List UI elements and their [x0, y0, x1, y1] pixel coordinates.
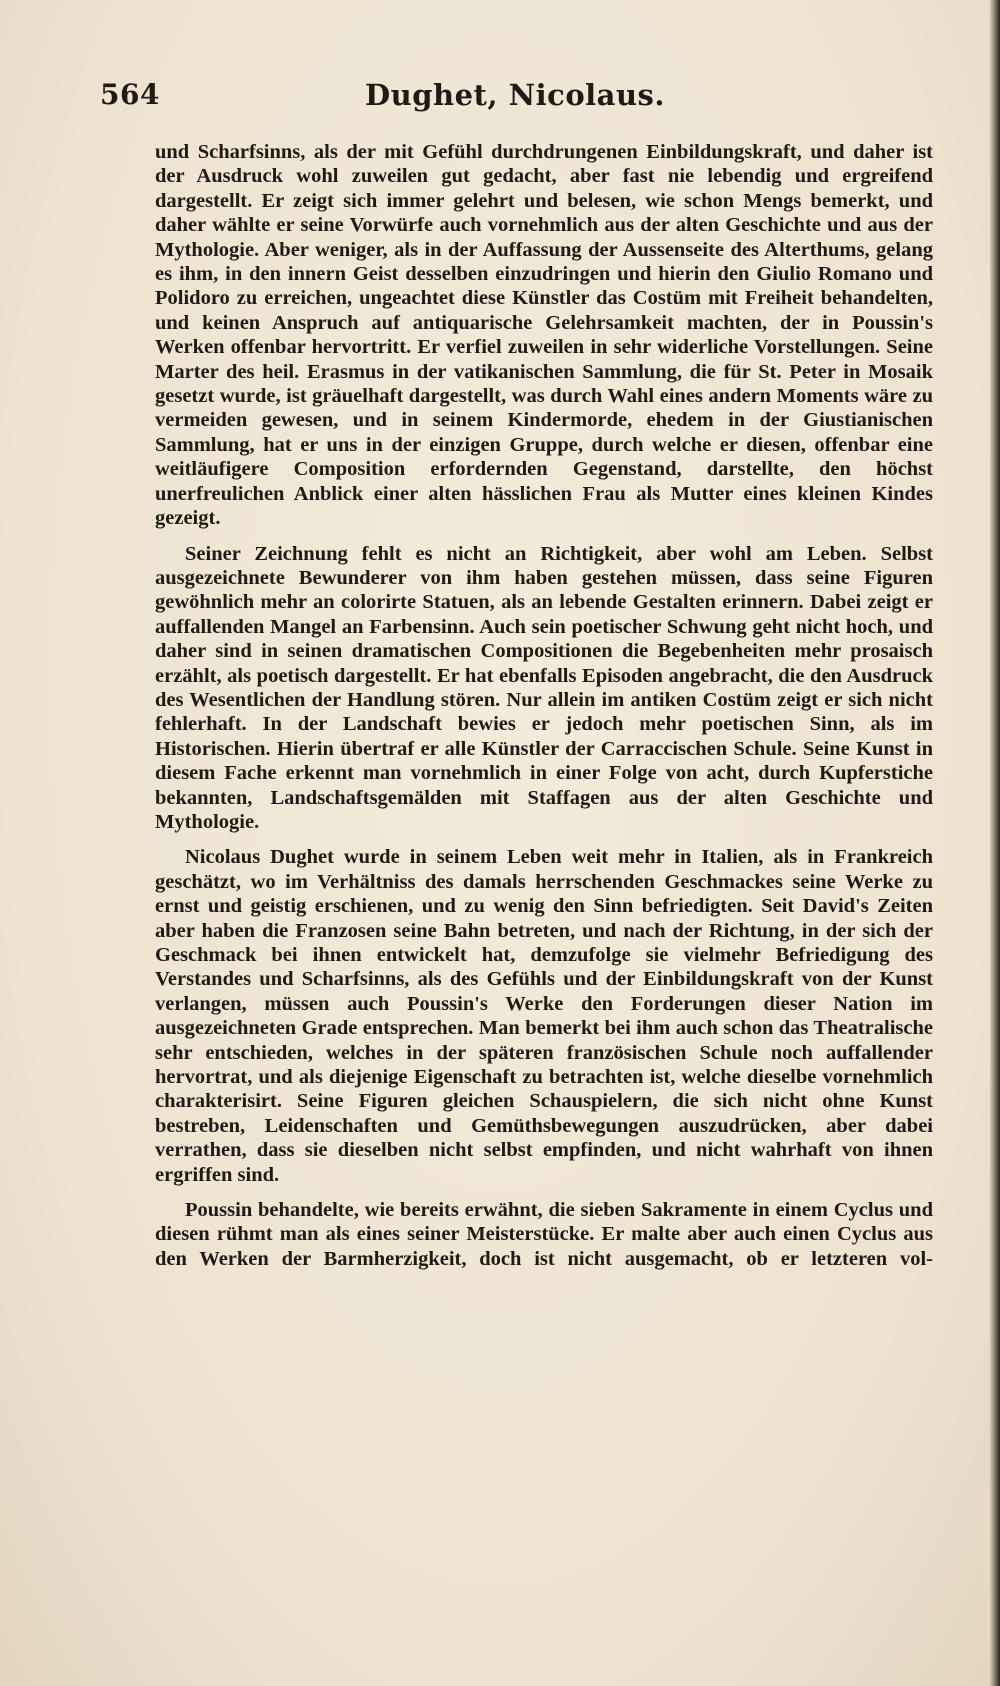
paragraph-4: Poussin behandelte, wie bereits erwähnt, die sieben Sakramente in einem Cyclus und diesen rühmt man als eines seiner Meisterstücke. Er malte aber auch einen Cyclus aus den Werken der Barmherzigkeit, doch ist nicht ausgemacht, ob er letzteren vol-	[155, 1199, 933, 1270]
body-text	[155, 140, 933, 1271]
page-header	[100, 78, 930, 118]
page-number: 564	[100, 78, 160, 111]
running-title: Dughet, Nicolaus.	[365, 78, 665, 112]
page-edge-shadow	[990, 0, 1000, 1686]
paragraph-3: Nicolaus Dughet wurde in seinem Leben weit mehr in Italien, als in Frankreich geschätzt, wo im Verhältniss des damals herrschenden Geschmackes seine Werke zu ernst und geistig erschienen, und zu wenig den Sinn befriedigten. Seit David's Zeiten aber haben die Franzosen seine Bahn betreten, und nach der Richtung, in der sich der Geschmack bei ihnen entwickelt hat, demzufolge sie vielmehr Befriedigung des Verstandes und Scharfsinns, als des Gefühls und der Einbildungskraft von der Kunst verlangen, müssen auch Poussin's Werke den Forderungen dieser Nation im ausgezeichneten Grade entsprechen. Man bemerkt bei ihm auch schon das Theatralische sehr entschieden, welches in der späteren französischen Schule noch auffallender hervortrat, und als diejenige Eigenschaft zu betrachten ist, welche dieselbe vornehmlich charakterisirt. Seine Figuren gleichen Schauspielern, die sich nicht ohne Kunst bestreben, Leidenschaften und Gemüthsbewegungen auszudrücken, aber dabei verrathen, dass sie dieselben nicht selbst empfinden, und nicht wahrhaft von ihnen ergriffen sind.	[155, 846, 933, 1186]
paragraph-2: Seiner Zeichnung fehlt es nicht an Richtigkeit, aber wohl am Leben. Selbst ausgezeichnete Bewunderer von ihm haben gestehen müssen, dass seine Figuren gewöhnlich mehr an colorirte Statuen, als an lebende Gestalten erinnern. Dabei zeigt er auffallenden Mangel an Farbensinn. Auch sein poetischer Schwung geht nicht hoch, und daher sind in seinen dramatischen Compositionen die Begebenheiten mehr prosaisch erzählt, als poetisch dargestellt. Er hat ebenfalls Episoden angebracht, die den Ausdruck des Wesentlichen der Handlung stören. Nur allein im antiken Costüm zeigt er sich nicht fehlerhaft. In der Landschaft bewies er jedoch mehr poetischen Sinn, als im Historischen. Hierin übertraf er alle Künstler der Carraccischen Schule. Seine Kunst in diesem Fache erkennt man vornehmlich in einer Folge von acht, durch Kupferstiche bekannten, Landschaftsgemälden mit Staffagen aus der alten Geschichte und Mythologie.	[155, 542, 933, 833]
paragraph-1: und Scharfsinns, als der mit Gefühl durchdrungenen Einbildungskraft, und daher ist der Ausdruck wohl zuweilen gut gedacht, aber fast nie lebendig und ergreifend dargestellt. Er zeigt sich immer gelehrt und belesen, wie schon Mengs bemerkt, und daher wählte er seine Vorwürfe auch vornehmlich aus der alten Geschichte und aus der Mythologie. Aber weniger, als in der Auffassung der Aussenseite des Alterthums, gelang es ihm, in den innern Geist desselben einzudringen und hierin den Giulio Romano und Polidoro zu erreichen, ungeachtet diese Künstler das Costüm mit Freiheit behandelten, und keinen Anspruch auf antiquarische Gelehrsamkeit machten, der in Poussin's Werken offenbar hervortritt. Er verfiel zuweilen in sehr widerliche Vorstellungen. Seine Marter des heil. Erasmus in der vatikanischen Sammlung, die für St. Peter in Mosaik gesetzt wurde, ist gräuelhaft dargestellt, was durch Wahl eines andern Moments wäre zu vermeiden gewesen, und in seinem Kindermorde, ehedem in der Giustianischen Sammlung, hat er uns in der einzigen Gruppe, durch welche er diesen, offenbar eine weitläufigere Composition erfordernden Gegenstand, darstellte, den höchst unerfreulichen Anblick einer alten hässlichen Frau als Mutter eines kleinen Kindes gezeigt.	[155, 141, 933, 530]
